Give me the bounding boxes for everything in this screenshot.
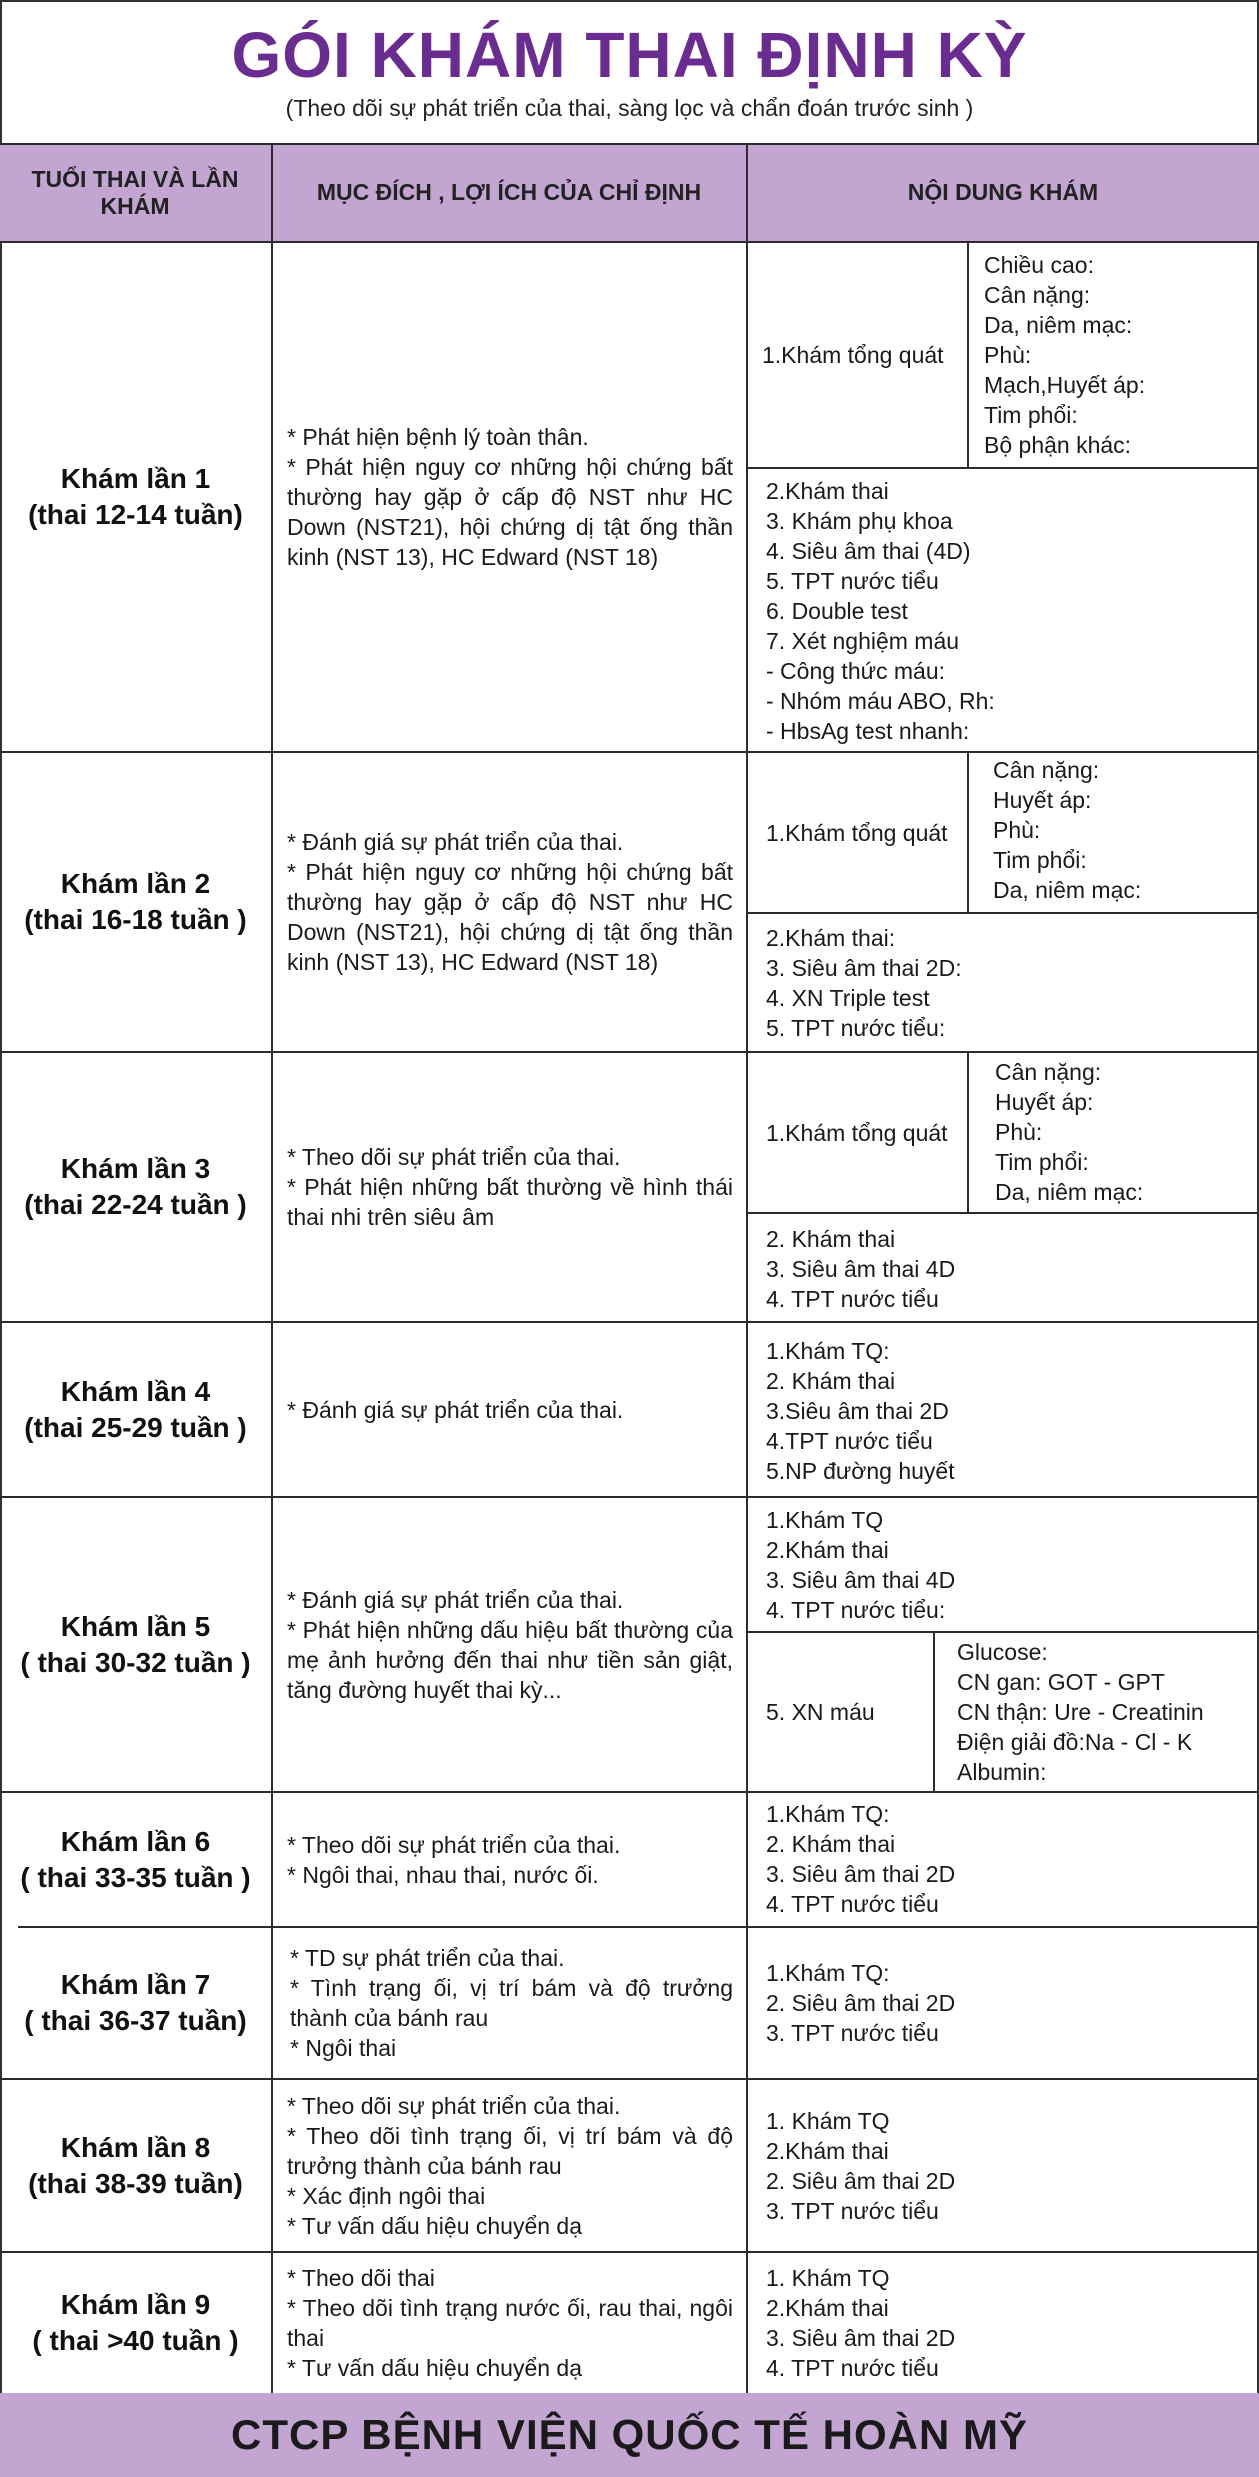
visit-3-label: Khám lần 3 (thai 22-24 tuần ) [24,1153,247,1220]
visit-6-content: 1.Khám TQ: 2. Khám thai 3. Siêu âm thai 2D 4. TPT nước tiểu [766,1801,956,1917]
visit-8-content: 1. Khám TQ 2.Khám thai 2. Siêu âm thai 2D 3. TPT nước tiểu [766,2107,956,2224]
visit-6-label: Khám lần 6 ( thai 33-35 tuần ) [20,1825,251,1893]
visit-2-general-label: 1.Khám tổng quát [766,819,948,846]
visit-8-purpose: * Theo dõi sự phát triển của thai. * Theo dõi tình trạng ối, vị trí bám và độ trưởng thành của bánh rau * Xác định ngôi thai * Tư vấn dấu hiệu chuyển dạ [287,2092,733,2239]
visit-5-label: Khám lần 5 ( thai 30-32 tuần ) [20,1610,251,1678]
visit-3-general-label: 1.Khám tổng quát [766,1119,948,1146]
visit-1-purpose: * Phát hiện bệnh lý toàn thân. * Phát hiện nguy cơ những hội chứng bất thường hay gặp ở cấp độ NST như HC Down (NST21), hội chứng dị tật ống thần kinh (NST 13), HC Edward (NST 18) [287,424,733,570]
visit-1-label: Khám lần 1 (thai 12-14 tuần) [28,463,243,530]
header-col-age: TUỔI THAI VÀ LẦN KHÁM [31,165,239,219]
visit-4-purpose: * Đánh giá sự phát triển của thai. [287,1396,624,1423]
visit-4-label: Khám lần 4 (thai 25-29 tuần ) [24,1375,247,1443]
visit-2-general-items: Cân nặng: Huyết áp: Phù: Tim phổi: Da, niêm mạc: [993,757,1142,903]
visit-7-purpose: * TD sự phát triển của thai. * Tình trạng ối, vị trí bám và độ trưởng thành của bánh rau * Ngôi thai [290,1945,733,2061]
page-subtitle: (Theo dõi sự phát triển của thai, sàng lọc và chẩn đoán trước sinh ) [285,95,974,121]
header-col-content: NỘI DUNG KHÁM [907,179,1099,205]
visit-5-blood-label: 5. XN máu [766,1699,875,1725]
visit-2-label: Khám lần 2 (thai 16-18 tuần ) [24,868,247,935]
visit-2-content: 2.Khám thai: 3. Siêu âm thai 2D: 4. XN Triple test 5. TPT nước tiểu: [766,925,962,1041]
visit-9-content: 1. Khám TQ 2.Khám thai 3. Siêu âm thai 2D 4. TPT nước tiểu [766,2265,956,2381]
page-title: GÓI KHÁM THAI ĐỊNH KỲ [231,19,1028,91]
visit-1-general-label: 1.Khám tổng quát [762,342,944,368]
header-col-purpose: MỤC ĐÍCH , LỢI ÍCH CỦA CHỈ ĐỊNH [316,179,702,205]
hospital-name: CTCP BỆNH VIỆN QUỐC TẾ HOÀN MỸ [231,2411,1028,2458]
visit-7-content: 1.Khám TQ: 2. Siêu âm thai 2D 3. TPT nước tiểu [766,1960,956,2046]
visit-5-blood-items: Glucose: CN gan: GOT - GPT CN thận: Ure - Creatinin Điện giải đồ:Na - Cl - K Albumin: [957,1639,1204,1785]
visit-9-purpose: * Theo dõi thai * Theo dõi tình trạng nước ối, rau thai, ngôi thai * Tư vấn dấu hiệu chuyển dạ [287,2265,733,2381]
visit-1-general-items: Chiều cao: Cân nặng: Da, niêm mạc: Phù: Mạch,Huyết áp: Tim phổi: Bộ phận khác: [984,252,1146,458]
visit-3-purpose: * Theo dõi sự phát triển của thai. * Phát hiện những bất thường về hình thái thai nhi trên siêu âm [287,1144,733,1230]
visit-2-purpose: * Đánh giá sự phát triển của thai. * Phát hiện nguy cơ những hội chứng bất thường hay gặp ở cấp độ NST như HC Down (NST21), hội chứng dị tật ống thần kinh (NST 13), HC Edward (NST 18) [287,829,733,975]
visit-6-purpose: * Theo dõi sự phát triển của thai. * Ngôi thai, nhau thai, nước ối. [287,1831,621,1888]
visit-9-label: Khám lần 9 ( thai >40 tuần ) [32,2289,239,2356]
footer-banner [0,2393,1259,2477]
visit-3-content: 2. Khám thai 3. Siêu âm thai 4D 4. TPT nước tiểu [766,1226,956,1312]
visit-8-label: Khám lần 8 (thai 38-39 tuần) [28,2131,243,2199]
visit-3-general-items: Cân nặng: Huyết áp: Phù: Tim phổi: Da, niêm mạc: [995,1059,1144,1205]
visit-5-content: 1.Khám TQ 2.Khám thai 3. Siêu âm thai 4D 4. TPT nước tiểu: [766,1507,956,1623]
visit-1-content: 2.Khám thai 3. Khám phụ khoa 4. Siêu âm thai (4D) 5. TPT nước tiểu 6. Double test 7. Xét nghiệm máu - Công thức máu: - Nhóm máu ABO, Rh: - HbsAg test nhanh: [766,478,995,744]
visit-5-purpose: * Đánh giá sự phát triển của thai. * Phát hiện những dấu hiệu bất thường của mẹ ảnh hưởng đến thai như tiền sản giật, tăng đường huyết thai kỳ... [287,1586,733,1703]
visit-4-content: 1.Khám TQ: 2. Khám thai 3.Siêu âm thai 2D 4.TPT nước tiểu 5.NP đường huyết [766,1338,955,1484]
visit-7-label: Khám lần 7 ( thai 36-37 tuần) [24,1969,247,2036]
